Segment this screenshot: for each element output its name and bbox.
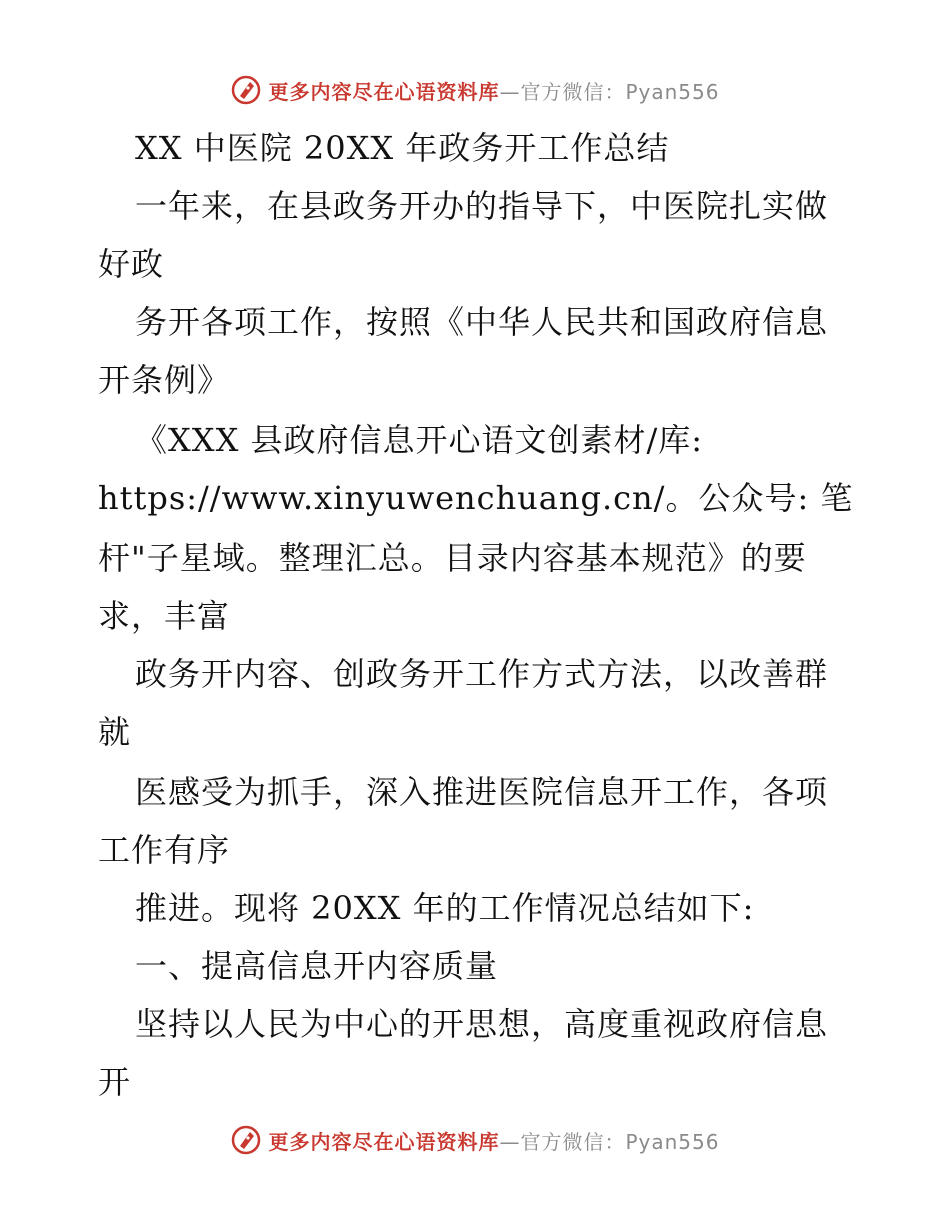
paragraph-line: 工作有序 [98, 831, 231, 869]
paragraph-line: 开条例》 [98, 361, 231, 399]
watermark-banner-bottom [0, 1120, 950, 1160]
paragraph-line: 求，丰富 [98, 597, 231, 635]
section-heading: 一、提高信息开内容质量 [135, 947, 499, 985]
paragraph-line: 杆"子星域。整理汇总。目录内容基本规范》的要 [98, 539, 807, 577]
document-title: XX 中医院 20XX 年政务开工作总结 [135, 129, 670, 167]
watermark-text: 更多内容尽在心语资料库—官方微信：Pyan556 [268, 1129, 720, 1154]
watermark-banner-top [0, 70, 950, 110]
paragraph-line: 政务开内容、创政务开工作方式方法，以改善群 [135, 655, 829, 693]
paragraph-line: 推进。现将 20XX 年的工作情况总结如下: [135, 889, 755, 927]
paragraph-line: https://www.xinyuwenchuang.cn/。公众号: 笔 [98, 479, 854, 517]
paragraph-line: 医感受为抓手，深入推进医院信息开工作，各项 [135, 773, 829, 811]
paragraph-line: 务开各项工作，按照《中华人民共和国政府信息 [135, 303, 829, 341]
paragraph-line: 坚持以人民为中心的开思想，高度重视政府信息 [135, 1005, 829, 1043]
paragraph-line: 开 [98, 1063, 132, 1101]
pen-nib-logo-icon [230, 1124, 262, 1156]
watermark-text: 更多内容尽在心语资料库—官方微信：Pyan556 [268, 79, 720, 104]
paragraph-line: 一年来，在县政务开办的指导下，中医院扎实做 [135, 187, 829, 225]
paragraph-line: 就 [98, 713, 132, 751]
pen-nib-logo-icon [230, 74, 262, 106]
paragraph-line: 《XXX 县政府信息开心语文创素材/库: [135, 421, 704, 459]
paragraph-line: 好政 [98, 245, 165, 283]
